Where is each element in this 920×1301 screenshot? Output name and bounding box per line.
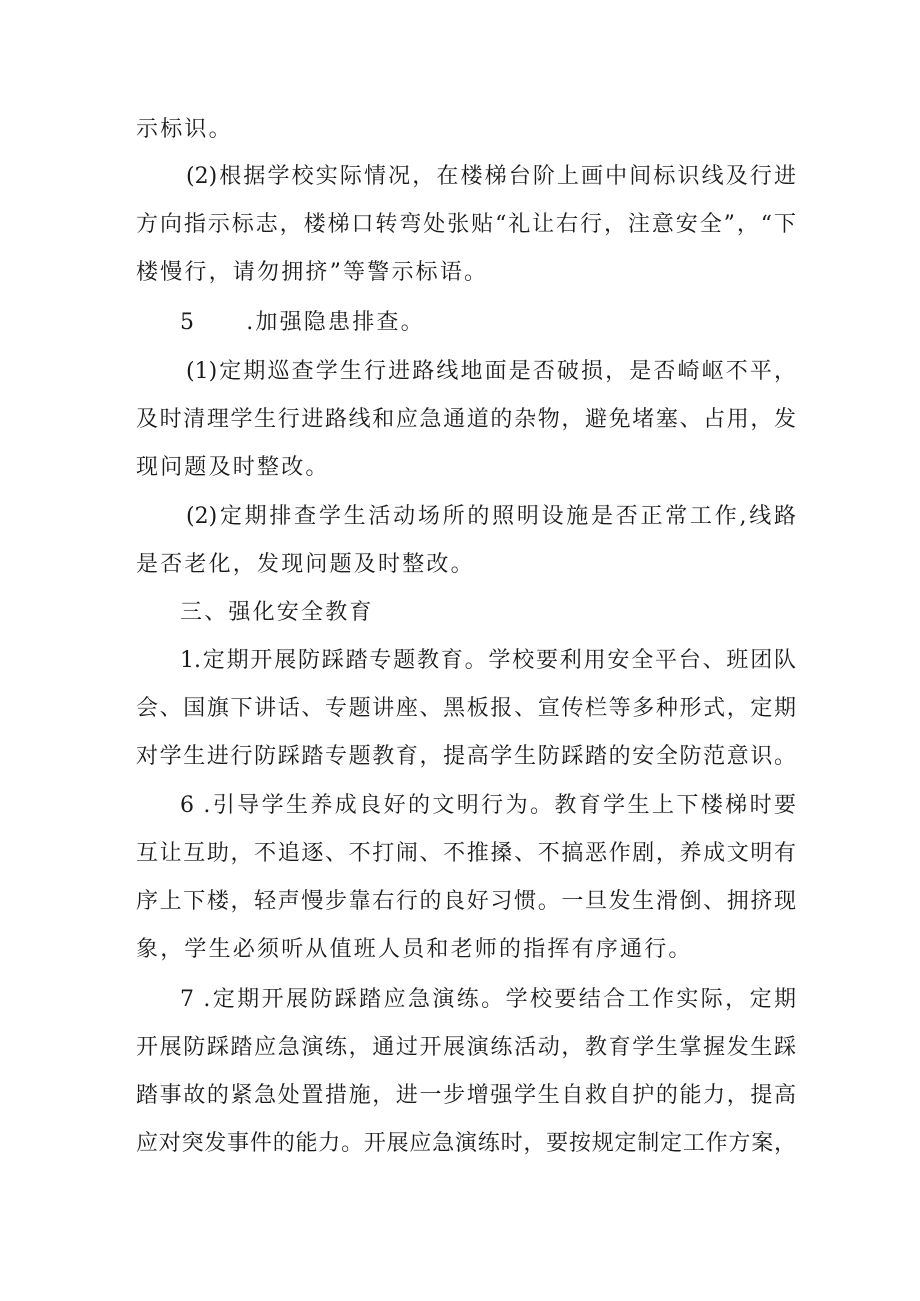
text-line: 1.定期开展防踩踏专题教育。学校要利用安全平台、班团队 bbox=[180, 648, 796, 673]
text-line: 楼慢行，请勿拥挤”等警示标语。 bbox=[136, 260, 489, 285]
chapter-heading: 三、强化安全教育 bbox=[180, 600, 374, 625]
text-line: 序上下楼，轻声慢步靠右行的良好习惯。一旦发生滑倒、拥挤现 bbox=[136, 889, 796, 914]
text-line: 踏事故的紧急处置措施，进一步增强学生自救自护的能力，提高 bbox=[136, 1083, 796, 1108]
section-title: .加强隐患排查。 bbox=[246, 310, 425, 335]
text-line: 方向指示标志，楼梯口转弯处张贴“礼让右行，注意安全”，“下 bbox=[136, 212, 796, 237]
text-line: 及时清理学生行进路线和应急通道的杂物，避免堵塞、占用，发 bbox=[136, 407, 796, 432]
text-line: 应对突发事件的能力。开展应急演练时，要按规定制定工作方案， bbox=[136, 1131, 796, 1156]
text-line: (1)定期巡查学生行进路线地面是否破损，是否崎岖不平， bbox=[186, 359, 796, 384]
text-line: 象，学生必须听从值班人员和老师的指挥有序通行。 bbox=[136, 937, 693, 962]
text-line: (2)定期排查学生活动场所的照明设施是否正常工作,线路 bbox=[186, 504, 796, 529]
text-line: 示标识。 bbox=[136, 117, 233, 142]
text-line: 会、国旗下讲话、专题讲座、黑板报、宣传栏等多种形式，定期 bbox=[136, 696, 796, 721]
text-line: 7 .定期开展防踩踏应急演练。学校要结合工作实际，定期 bbox=[180, 987, 796, 1012]
text-line: 对学生进行防踩踏专题教育，提高学生防踩踏的安全防范意识。 bbox=[136, 744, 796, 769]
text-line: 6 .引导学生养成良好的文明行为。教育学生上下楼梯时要 bbox=[180, 793, 796, 818]
section-number: 5 bbox=[180, 310, 197, 335]
text-line: 开展防踩踏应急演练，通过开展演练活动，教育学生掌握发生踩 bbox=[136, 1035, 796, 1060]
text-line: 互让互助，不追逐、不打闹、不推搡、不搞恶作剧，养成文明有 bbox=[136, 841, 796, 866]
text-line: (2)根据学校实际情况，在楼梯台阶上画中间标识线及行进 bbox=[186, 164, 796, 189]
section-heading bbox=[180, 303, 796, 343]
text-line: 是否老化，发现问题及时整改。 bbox=[136, 552, 475, 577]
text-line: 现问题及时整改。 bbox=[136, 455, 330, 480]
